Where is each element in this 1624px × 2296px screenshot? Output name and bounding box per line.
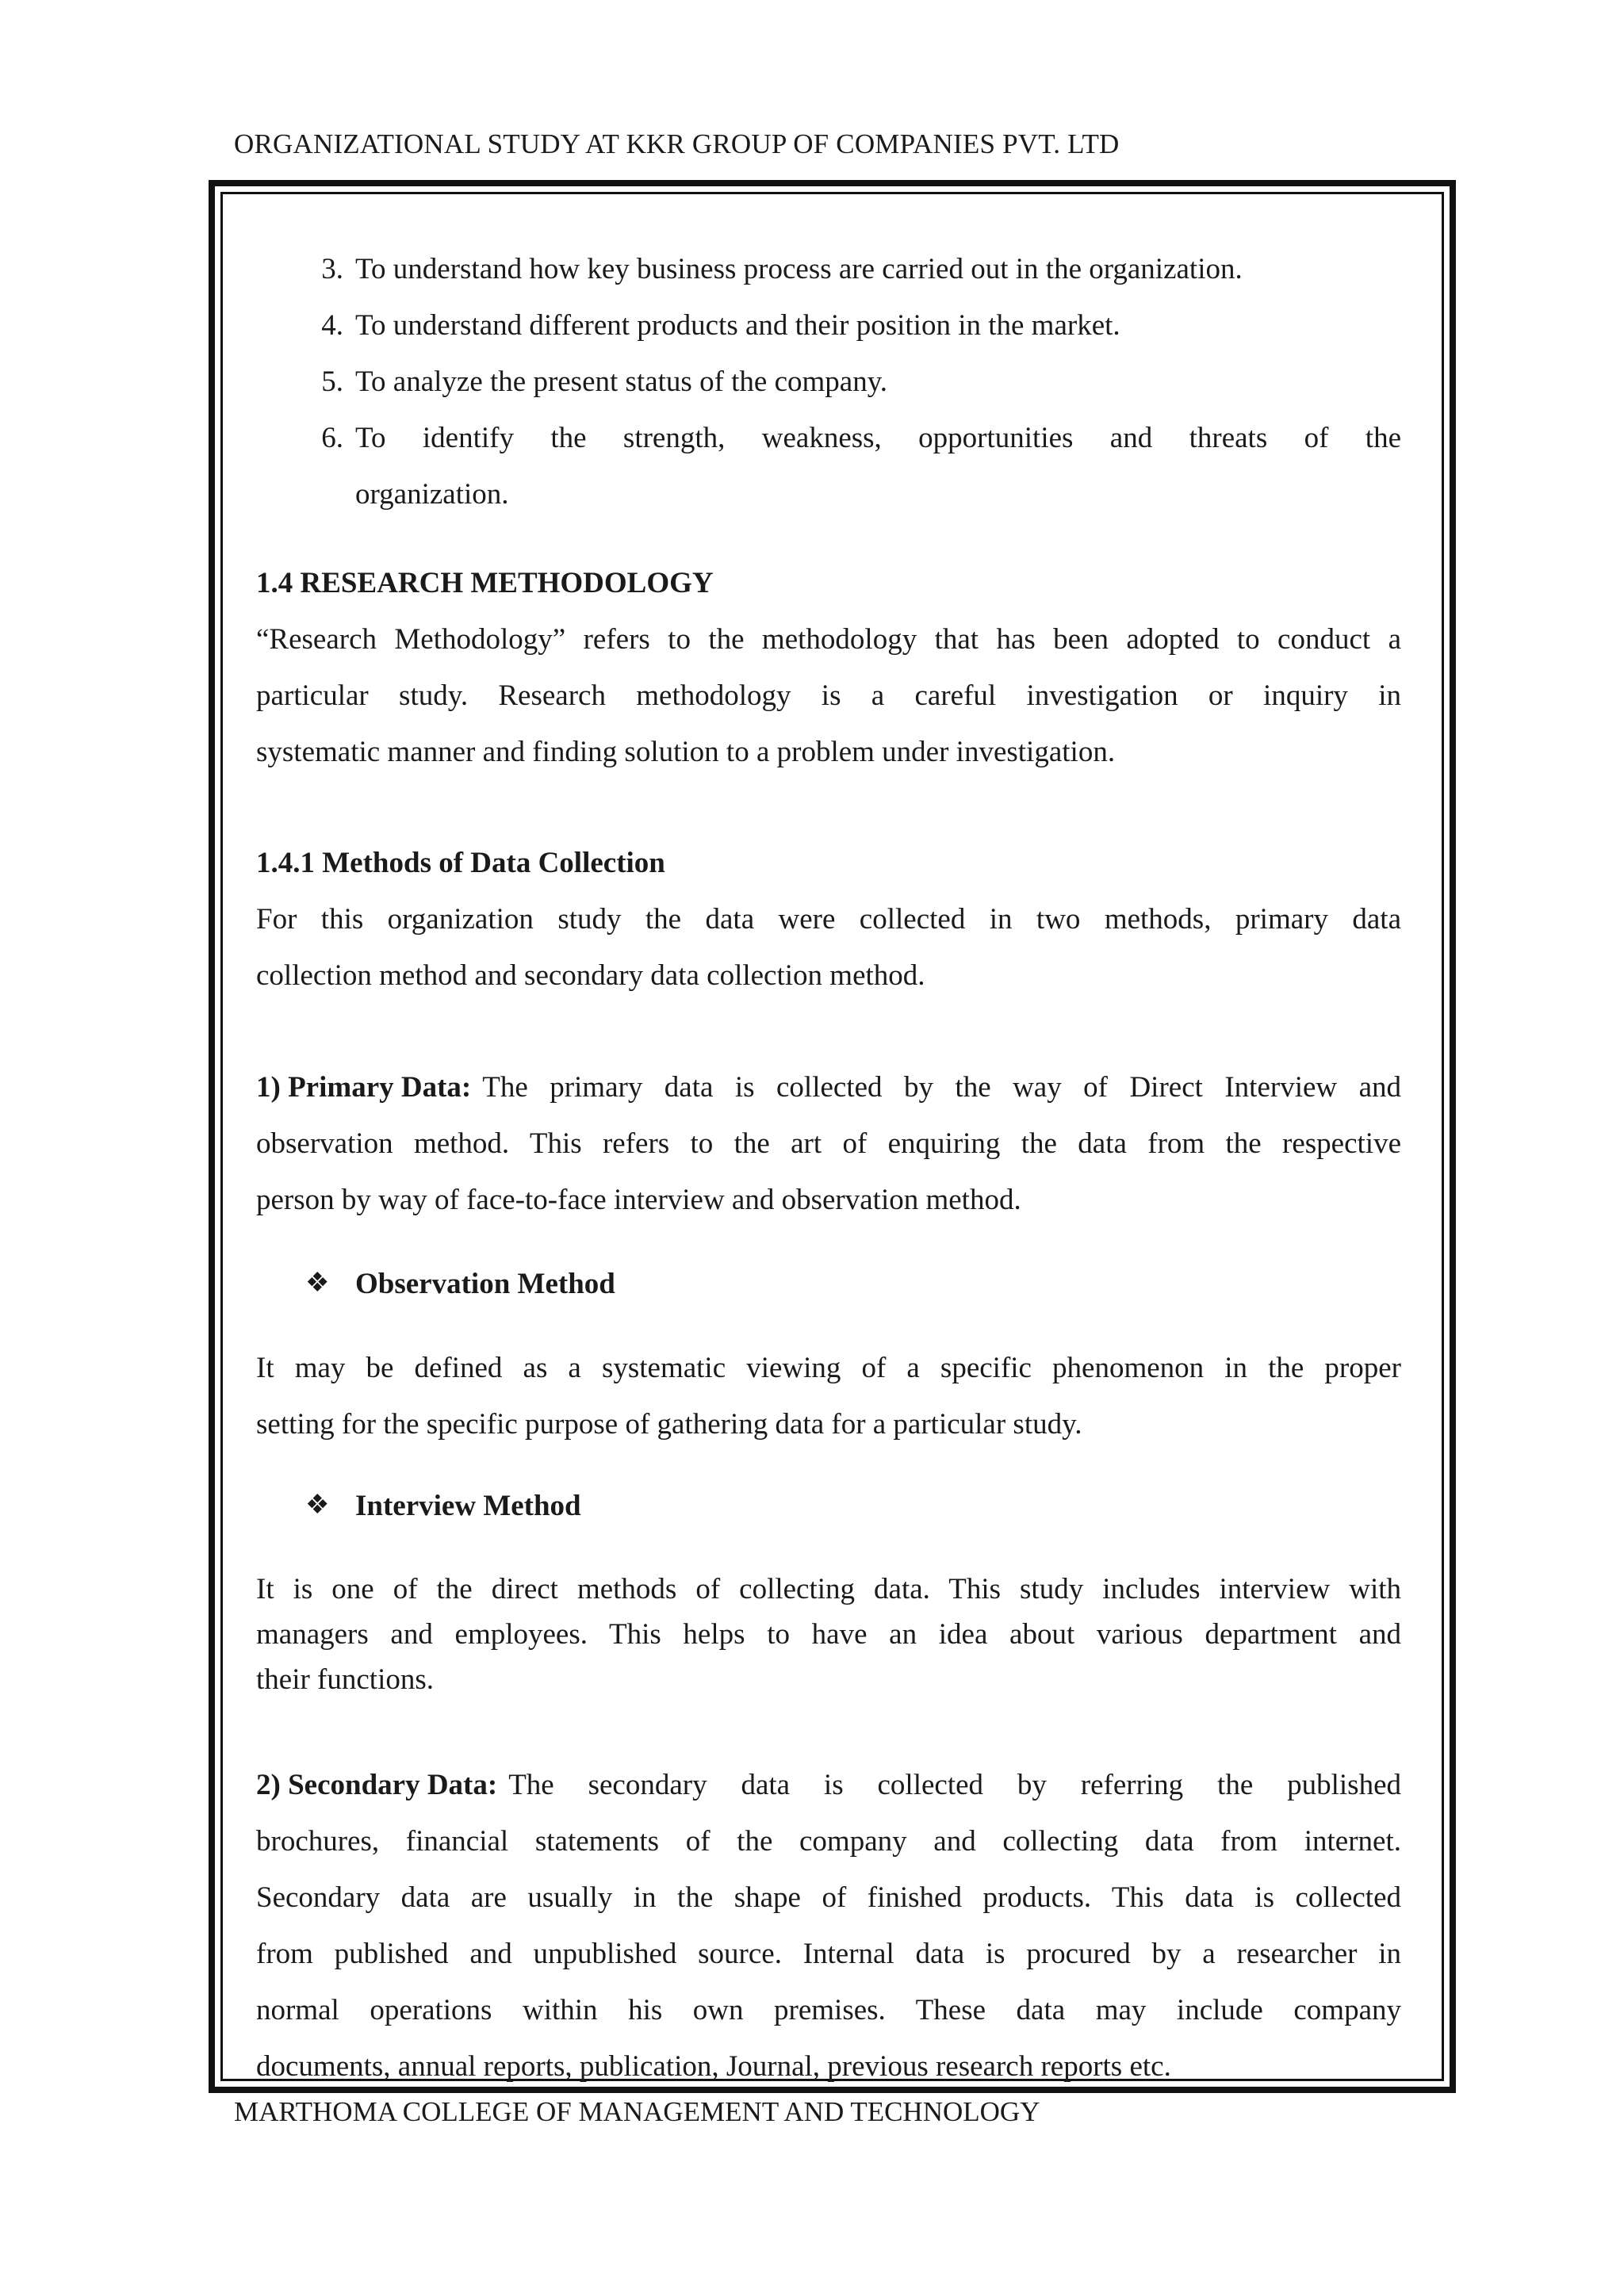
paragraph-line: [256, 1070, 1401, 1104]
paragraph-line: collection method and secondary data collection method.: [256, 959, 925, 992]
paragraph-line: documents, annual reports, publication, Journal, previous research reports etc.: [256, 2050, 1171, 2083]
page-header: ORGANIZATIONAL STUDY AT KKR GROUP OF COMPANIES PVT. LTD: [234, 128, 1120, 159]
paragraph-line: from published and unpublished source. Internal data is procured by a researcher in: [256, 1938, 1401, 1970]
list-item-text: To understand how key business process are carried out in the organization.: [355, 253, 1243, 285]
list-number: 5.: [321, 365, 343, 398]
secondary-data-text: The secondary data is collected by referring the published: [508, 1769, 1401, 1801]
paragraph-line: particular study. Research methodology is a careful investigation or inquiry in: [256, 679, 1401, 712]
paragraph-line: managers and employees. This helps to have an idea about various department and: [256, 1618, 1401, 1651]
paragraph-line: their functions.: [256, 1663, 435, 1696]
list-number: 6.: [321, 422, 343, 454]
list-number: 3.: [321, 253, 343, 285]
paragraph-line: It may be defined as a systematic viewing of a specific phenomenon in the proper: [256, 1352, 1401, 1384]
bullet-title: Observation Method: [355, 1268, 615, 1300]
paragraph-line: [256, 1768, 1401, 1802]
paragraph-line: setting for the specific purpose of gathering data for a particular study.: [256, 1408, 1082, 1441]
page-footer: MARTHOMA COLLEGE OF MANAGEMENT AND TECHNOLOGY: [234, 2096, 1040, 2127]
section-heading: 1.4 RESEARCH METHODOLOGY: [256, 567, 714, 599]
paragraph-line: For this organization study the data were collected in two methods, primary data: [256, 903, 1401, 936]
paragraph-line: Secondary data are usually in the shape of finished products. This data is collected: [256, 1881, 1401, 1914]
paragraph-line: brochures, financial statements of the company and collecting data from internet.: [256, 1825, 1401, 1858]
subsection-heading: 1.4.1 Methods of Data Collection: [256, 847, 665, 879]
primary-data-label: 1) Primary Data:: [256, 1071, 472, 1104]
list-item-text: To analyze the present status of the company.: [355, 365, 888, 398]
primary-data-text: The primary data is collected by the way of Direct Interview and: [482, 1071, 1401, 1104]
bullet-title: Interview Method: [355, 1490, 581, 1522]
diamond-bullet-icon: ❖: [305, 1269, 330, 1298]
secondary-data-label: 2) Secondary Data:: [256, 1769, 498, 1801]
paragraph-line: systematic manner and finding solution to a problem under investigation.: [256, 736, 1116, 768]
list-number: 4.: [321, 309, 343, 342]
paragraph-line: observation method. This refers to the art of enquiring the data from the respective: [256, 1127, 1401, 1160]
list-item-text: To understand different products and their position in the market.: [355, 309, 1120, 342]
paragraph-line: normal operations within his own premises. These data may include company: [256, 1994, 1401, 2026]
paragraph-line: person by way of face-to-face interview and observation method.: [256, 1184, 1021, 1216]
paragraph-line: “Research Methodology” refers to the methodology that has been adopted to conduct a: [256, 623, 1401, 656]
list-item-text: organization.: [355, 478, 509, 511]
paragraph-line: It is one of the direct methods of collecting data. This study includes interview with: [256, 1573, 1401, 1605]
diamond-bullet-icon: ❖: [305, 1490, 330, 1520]
list-item-text: To identify the strength, weakness, opportunities and threats of the: [355, 422, 1401, 454]
